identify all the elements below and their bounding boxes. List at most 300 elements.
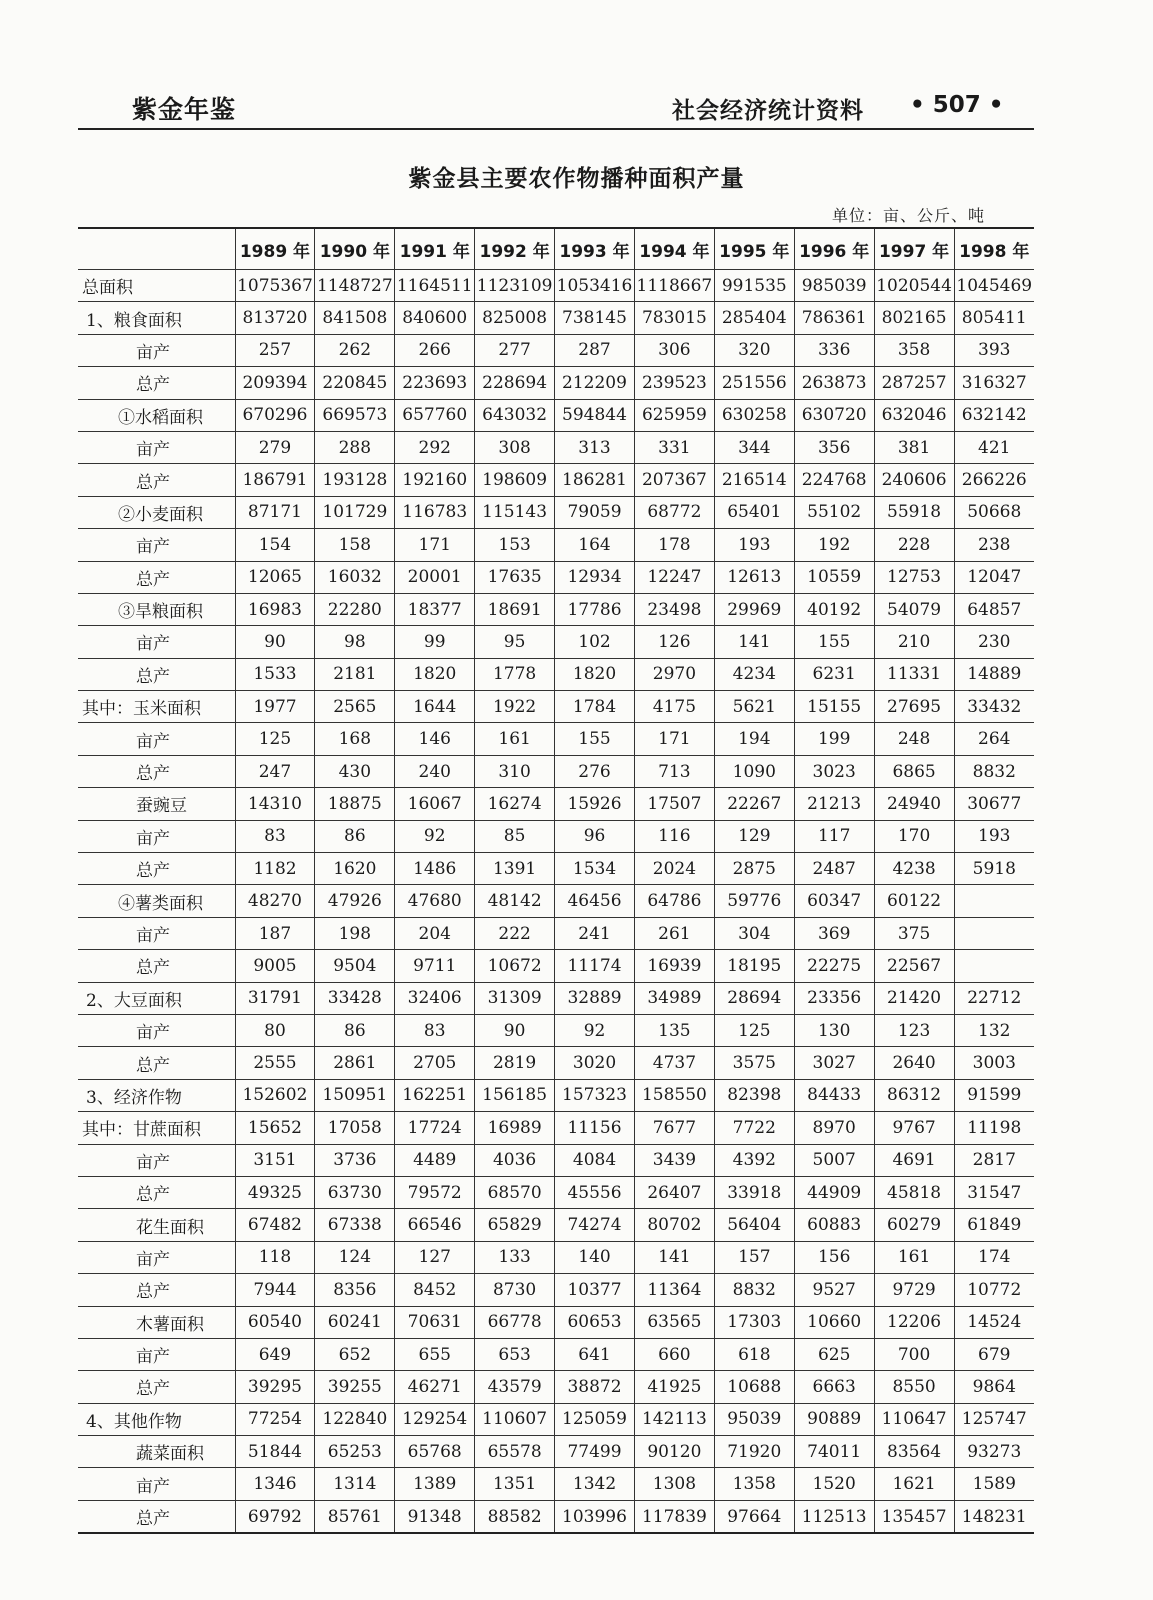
table-cell: 11331: [874, 658, 954, 690]
row-label: 亩产: [78, 820, 235, 852]
table-cell: 60241: [315, 1306, 395, 1338]
table-cell: 257: [235, 334, 315, 366]
table-cell: 103996: [555, 1500, 635, 1533]
table-cell: [954, 917, 1034, 949]
table-cell: 99: [395, 626, 475, 658]
row-label: ③旱粮面积: [78, 593, 235, 625]
table-cell: 331: [634, 431, 714, 463]
table-cell: 95039: [714, 1403, 794, 1435]
row-label: 总产: [78, 755, 235, 787]
table-cell: 1308: [634, 1468, 714, 1500]
table-cell: 15652: [235, 1112, 315, 1144]
table-row: [78, 626, 1034, 658]
table-cell: 655: [395, 1338, 475, 1370]
table-body: [78, 270, 1034, 1534]
table-cell: 632046: [874, 399, 954, 431]
table-cell: 16939: [634, 950, 714, 982]
row-label: ①水稻面积: [78, 399, 235, 431]
section-title: 社会经济统计资料: [672, 98, 864, 124]
row-label: 木薯面积: [78, 1306, 235, 1338]
table-cell: 1644: [395, 691, 475, 723]
column-header: 1993 年: [555, 228, 635, 270]
table-cell: 93273: [954, 1436, 1034, 1468]
table-cell: 43579: [475, 1371, 555, 1403]
table-cell: 150951: [315, 1079, 395, 1111]
table-cell: 96: [555, 820, 635, 852]
table-cell: 285404: [714, 302, 794, 334]
table-cell: 2819: [475, 1047, 555, 1079]
table-cell: 3027: [794, 1047, 874, 1079]
column-header: 1994 年: [634, 228, 714, 270]
table-cell: 652: [315, 1338, 395, 1370]
table-cell: 83: [395, 1014, 475, 1046]
table-cell: 12753: [874, 561, 954, 593]
table-cell: 10559: [794, 561, 874, 593]
table-cell: 1090: [714, 755, 794, 787]
table-cell: 625959: [634, 399, 714, 431]
table-cell: 263873: [794, 367, 874, 399]
table-cell: 3003: [954, 1047, 1034, 1079]
table-cell: 4489: [395, 1144, 475, 1176]
table-cell: 1520: [794, 1468, 874, 1500]
table-cell: 1164511: [395, 270, 475, 302]
table-cell: 15926: [555, 788, 635, 820]
table-cell: 80: [235, 1014, 315, 1046]
table-cell: 1534: [555, 853, 635, 885]
table-cell: 248: [874, 723, 954, 755]
table-cell: 31309: [475, 982, 555, 1014]
table-cell: 632142: [954, 399, 1034, 431]
table-cell: 21213: [794, 788, 874, 820]
table-cell: 47926: [315, 885, 395, 917]
table-row: [78, 270, 1034, 302]
table-cell: 356: [794, 431, 874, 463]
table-cell: 3023: [794, 755, 874, 787]
table-cell: 123: [874, 1014, 954, 1046]
table-cell: 171: [634, 723, 714, 755]
table-cell: 825008: [475, 302, 555, 334]
table-cell: 4234: [714, 658, 794, 690]
table-cell: 344: [714, 431, 794, 463]
table-cell: 118: [235, 1241, 315, 1273]
row-label: 亩产: [78, 334, 235, 366]
table-cell: 4084: [555, 1144, 635, 1176]
column-header: 1997 年: [874, 228, 954, 270]
table-cell: 22280: [315, 593, 395, 625]
table-cell: 247: [235, 755, 315, 787]
table-cell: 783015: [634, 302, 714, 334]
table-cell: 192160: [395, 464, 475, 496]
row-label: 亩产: [78, 431, 235, 463]
row-label: 其中：甘蔗面积: [78, 1112, 235, 1144]
table-cell: 116783: [395, 496, 475, 528]
table-cell: 193: [714, 529, 794, 561]
table-row: [78, 788, 1034, 820]
header-rule: [78, 128, 1034, 130]
table-row: [78, 1306, 1034, 1338]
table-cell: 54079: [874, 593, 954, 625]
table-cell: 129254: [395, 1403, 475, 1435]
row-label: 总产: [78, 853, 235, 885]
table-cell: 641: [555, 1338, 635, 1370]
table-cell: 2555: [235, 1047, 315, 1079]
table-cell: 158550: [634, 1079, 714, 1111]
table-cell: 12247: [634, 561, 714, 593]
row-label: 2、大豆面积: [78, 982, 235, 1014]
table-cell: 336: [794, 334, 874, 366]
table-cell: 9767: [874, 1112, 954, 1144]
table-cell: 261: [634, 917, 714, 949]
table-cell: 60122: [874, 885, 954, 917]
row-label: 亩产: [78, 1468, 235, 1500]
table-cell: 17724: [395, 1112, 475, 1144]
row-label: 总产: [78, 1176, 235, 1208]
table-cell: 4737: [634, 1047, 714, 1079]
row-label: ②小麦面积: [78, 496, 235, 528]
table-cell: 192: [794, 529, 874, 561]
table-cell: 239523: [634, 367, 714, 399]
table-cell: 140: [555, 1241, 635, 1273]
unit-note: 单位：亩、公斤、吨: [832, 206, 986, 225]
row-label: 1、粮食面积: [78, 302, 235, 334]
table-cell: 16989: [475, 1112, 555, 1144]
table-cell: 669573: [315, 399, 395, 431]
table-cell: 74274: [555, 1209, 635, 1241]
table-cell: 40192: [794, 593, 874, 625]
table-cell: 60347: [794, 885, 874, 917]
table-cell: 64857: [954, 593, 1034, 625]
table-row: [78, 1468, 1034, 1500]
table-cell: 16274: [475, 788, 555, 820]
table-cell: 18691: [475, 593, 555, 625]
table-cell: 11198: [954, 1112, 1034, 1144]
table-row: [78, 1241, 1034, 1273]
table-cell: 1020544: [874, 270, 954, 302]
table-cell: 1123109: [475, 270, 555, 302]
table-cell: 17058: [315, 1112, 395, 1144]
table-cell: 310: [475, 755, 555, 787]
table-cell: 158: [315, 529, 395, 561]
table-row: [78, 561, 1034, 593]
table-cell: 47680: [395, 885, 475, 917]
table-row: [78, 1500, 1034, 1533]
table-cell: 156185: [475, 1079, 555, 1111]
table-cell: 60883: [794, 1209, 874, 1241]
table-cell: 168: [315, 723, 395, 755]
row-label: 花生面积: [78, 1209, 235, 1241]
table-cell: 117: [794, 820, 874, 852]
table-cell: 161: [874, 1241, 954, 1273]
table-cell: 135: [634, 1014, 714, 1046]
table-cell: 228694: [475, 367, 555, 399]
table-cell: 55102: [794, 496, 874, 528]
table-cell: 148231: [954, 1500, 1034, 1533]
table-cell: 162251: [395, 1079, 475, 1111]
table-cell: 1148727: [315, 270, 395, 302]
table-cell: 26407: [634, 1176, 714, 1208]
row-label: 总产: [78, 658, 235, 690]
table-cell: 8970: [794, 1112, 874, 1144]
row-label: 亩产: [78, 1338, 235, 1370]
table-cell: 64786: [634, 885, 714, 917]
table-cell: 129: [714, 820, 794, 852]
table-cell: 110607: [475, 1403, 555, 1435]
table-cell: 32406: [395, 982, 475, 1014]
table-cell: 1533: [235, 658, 315, 690]
table-cell: 287257: [874, 367, 954, 399]
table-cell: 369: [794, 917, 874, 949]
table-cell: 207367: [634, 464, 714, 496]
table-cell: 238: [954, 529, 1034, 561]
table-cell: 16983: [235, 593, 315, 625]
table-cell: 12934: [555, 561, 635, 593]
table-cell: 48270: [235, 885, 315, 917]
table-cell: 14310: [235, 788, 315, 820]
table-cell: 1045469: [954, 270, 1034, 302]
table-cell: 2565: [315, 691, 395, 723]
table-cell: 198: [315, 917, 395, 949]
table-cell: 228: [874, 529, 954, 561]
table-cell: 61849: [954, 1209, 1034, 1241]
table-cell: 10377: [555, 1274, 635, 1306]
table-row: [78, 1274, 1034, 1306]
table-cell: 805411: [954, 302, 1034, 334]
table-cell: 50668: [954, 496, 1034, 528]
table-cell: 65578: [475, 1436, 555, 1468]
column-header: 1992 年: [475, 228, 555, 270]
table-cell: 1820: [395, 658, 475, 690]
table-cell: 141: [714, 626, 794, 658]
table-cell: 10688: [714, 1371, 794, 1403]
table-cell: 193128: [315, 464, 395, 496]
table-title: 紫金县主要农作物播种面积产量: [408, 166, 745, 192]
table-row: [78, 1014, 1034, 1046]
table-cell: 2487: [794, 853, 874, 885]
table-cell: 193: [954, 820, 1034, 852]
table-cell: 393: [954, 334, 1034, 366]
table-cell: 198609: [475, 464, 555, 496]
row-label: 亩产: [78, 1014, 235, 1046]
table-cell: 46456: [555, 885, 635, 917]
table-cell: 8550: [874, 1371, 954, 1403]
table-cell: 2640: [874, 1047, 954, 1079]
row-label: 总产: [78, 464, 235, 496]
table-cell: 7722: [714, 1112, 794, 1144]
table-cell: 262: [315, 334, 395, 366]
column-header: 1990 年: [315, 228, 395, 270]
row-label: 亩产: [78, 1241, 235, 1273]
table-cell: 31547: [954, 1176, 1034, 1208]
table-cell: 18875: [315, 788, 395, 820]
table-cell: 7944: [235, 1274, 315, 1306]
table-cell: 9729: [874, 1274, 954, 1306]
table-cell: 112513: [794, 1500, 874, 1533]
table-cell: 4392: [714, 1144, 794, 1176]
table-cell: 670296: [235, 399, 315, 431]
table-cell: 146: [395, 723, 475, 755]
column-header: 1996 年: [794, 228, 874, 270]
table-cell: 116: [634, 820, 714, 852]
table-cell: 786361: [794, 302, 874, 334]
table-row: [78, 885, 1034, 917]
table-row: [78, 593, 1034, 625]
table-cell: 9504: [315, 950, 395, 982]
table-cell: 18377: [395, 593, 475, 625]
table-cell: 133: [475, 1241, 555, 1273]
table-cell: 8832: [954, 755, 1034, 787]
table-row: [78, 431, 1034, 463]
table-cell: 187: [235, 917, 315, 949]
table-cell: 199: [794, 723, 874, 755]
table-row: [78, 334, 1034, 366]
table-cell: 122840: [315, 1403, 395, 1435]
table-row: [78, 1371, 1034, 1403]
table-cell: 92: [555, 1014, 635, 1046]
table-cell: 86: [315, 820, 395, 852]
table-cell: 142113: [634, 1403, 714, 1435]
table-cell: 277: [475, 334, 555, 366]
table-cell: 91599: [954, 1079, 1034, 1111]
table-cell: 618: [714, 1338, 794, 1370]
table-cell: 44909: [794, 1176, 874, 1208]
table-cell: 65829: [475, 1209, 555, 1241]
table-cell: 2024: [634, 853, 714, 885]
table-cell: 67338: [315, 1209, 395, 1241]
table-cell: 292: [395, 431, 475, 463]
table-row: [78, 917, 1034, 949]
table-cell: 1589: [954, 1468, 1034, 1500]
table-cell: 60279: [874, 1209, 954, 1241]
table-cell: 287: [555, 334, 635, 366]
table-cell: 153: [475, 529, 555, 561]
table-cell: 141: [634, 1241, 714, 1273]
table-cell: 84433: [794, 1079, 874, 1111]
table-cell: 88582: [475, 1500, 555, 1533]
table-cell: 1620: [315, 853, 395, 885]
row-label: 亩产: [78, 1144, 235, 1176]
table-cell: 23498: [634, 593, 714, 625]
table-cell: 101729: [315, 496, 395, 528]
table-cell: 657760: [395, 399, 475, 431]
table-cell: 15155: [794, 691, 874, 723]
table-cell: 74011: [794, 1436, 874, 1468]
table-cell: 46271: [395, 1371, 475, 1403]
table-cell: 660: [634, 1338, 714, 1370]
table-cell: 6231: [794, 658, 874, 690]
table-cell: 3736: [315, 1144, 395, 1176]
table-cell: 9864: [954, 1371, 1034, 1403]
table-cell: 840600: [395, 302, 475, 334]
table-cell: 102: [555, 626, 635, 658]
table-cell: 1784: [555, 691, 635, 723]
table-cell: 63730: [315, 1176, 395, 1208]
table-cell: 127: [395, 1241, 475, 1273]
table-cell: 39295: [235, 1371, 315, 1403]
table-cell: 66778: [475, 1306, 555, 1338]
table-cell: 70631: [395, 1306, 475, 1338]
table-cell: 60540: [235, 1306, 315, 1338]
table-cell: 126: [634, 626, 714, 658]
table-cell: 171: [395, 529, 475, 561]
row-label: 3、经济作物: [78, 1079, 235, 1111]
table-cell: 125747: [954, 1403, 1034, 1435]
table-cell: 304: [714, 917, 794, 949]
table-cell: 14889: [954, 658, 1034, 690]
table-cell: 170: [874, 820, 954, 852]
table-row: [78, 691, 1034, 723]
table-cell: 4238: [874, 853, 954, 885]
table-row: [78, 723, 1034, 755]
column-header: 1991 年: [395, 228, 475, 270]
table-cell: 381: [874, 431, 954, 463]
table-cell: 240: [395, 755, 475, 787]
table-row: [78, 1079, 1034, 1111]
table-row: [78, 302, 1034, 334]
table-cell: 110647: [874, 1403, 954, 1435]
table-cell: 80702: [634, 1209, 714, 1241]
table-cell: 679: [954, 1338, 1034, 1370]
table-cell: 156: [794, 1241, 874, 1273]
row-label: 总面积: [78, 270, 235, 302]
table-cell: 22267: [714, 788, 794, 820]
row-label: ④薯类面积: [78, 885, 235, 917]
table-cell: 17635: [475, 561, 555, 593]
table-cell: 85: [475, 820, 555, 852]
table-cell: 9527: [794, 1274, 874, 1306]
table-cell: 630720: [794, 399, 874, 431]
table-cell: 178: [634, 529, 714, 561]
table-cell: 1075367: [235, 270, 315, 302]
table-cell: 90: [235, 626, 315, 658]
table-cell: 713: [634, 755, 714, 787]
table-cell: 320: [714, 334, 794, 366]
table-cell: 1977: [235, 691, 315, 723]
table-cell: 174: [954, 1241, 1034, 1273]
table-cell: 5621: [714, 691, 794, 723]
table-cell: 316327: [954, 367, 1034, 399]
crop-statistics-table: [78, 227, 1034, 1534]
table-cell: 124: [315, 1241, 395, 1273]
table-cell: 154: [235, 529, 315, 561]
table-cell: 66546: [395, 1209, 475, 1241]
table-cell: 87171: [235, 496, 315, 528]
table-cell: 1342: [555, 1468, 635, 1500]
table-cell: 1346: [235, 1468, 315, 1500]
table-cell: 63565: [634, 1306, 714, 1338]
table-cell: 30677: [954, 788, 1034, 820]
table-cell: 56404: [714, 1209, 794, 1241]
table-cell: 9005: [235, 950, 315, 982]
table-cell: 68772: [634, 496, 714, 528]
table-cell: 594844: [555, 399, 635, 431]
table-cell: 266226: [954, 464, 1034, 496]
table-cell: 157323: [555, 1079, 635, 1111]
table-cell: 240606: [874, 464, 954, 496]
table-row: [78, 1176, 1034, 1208]
table-cell: 8452: [395, 1274, 475, 1306]
table-cell: 51844: [235, 1436, 315, 1468]
page-number: • 507 •: [910, 92, 1004, 118]
table-cell: 643032: [475, 399, 555, 431]
table-cell: 22275: [794, 950, 874, 982]
table-cell: 1314: [315, 1468, 395, 1500]
table-cell: 700: [874, 1338, 954, 1370]
table-cell: 65401: [714, 496, 794, 528]
table-cell: 430: [315, 755, 395, 787]
table-cell: 358: [874, 334, 954, 366]
table-row: [78, 853, 1034, 885]
table-row: [78, 820, 1034, 852]
